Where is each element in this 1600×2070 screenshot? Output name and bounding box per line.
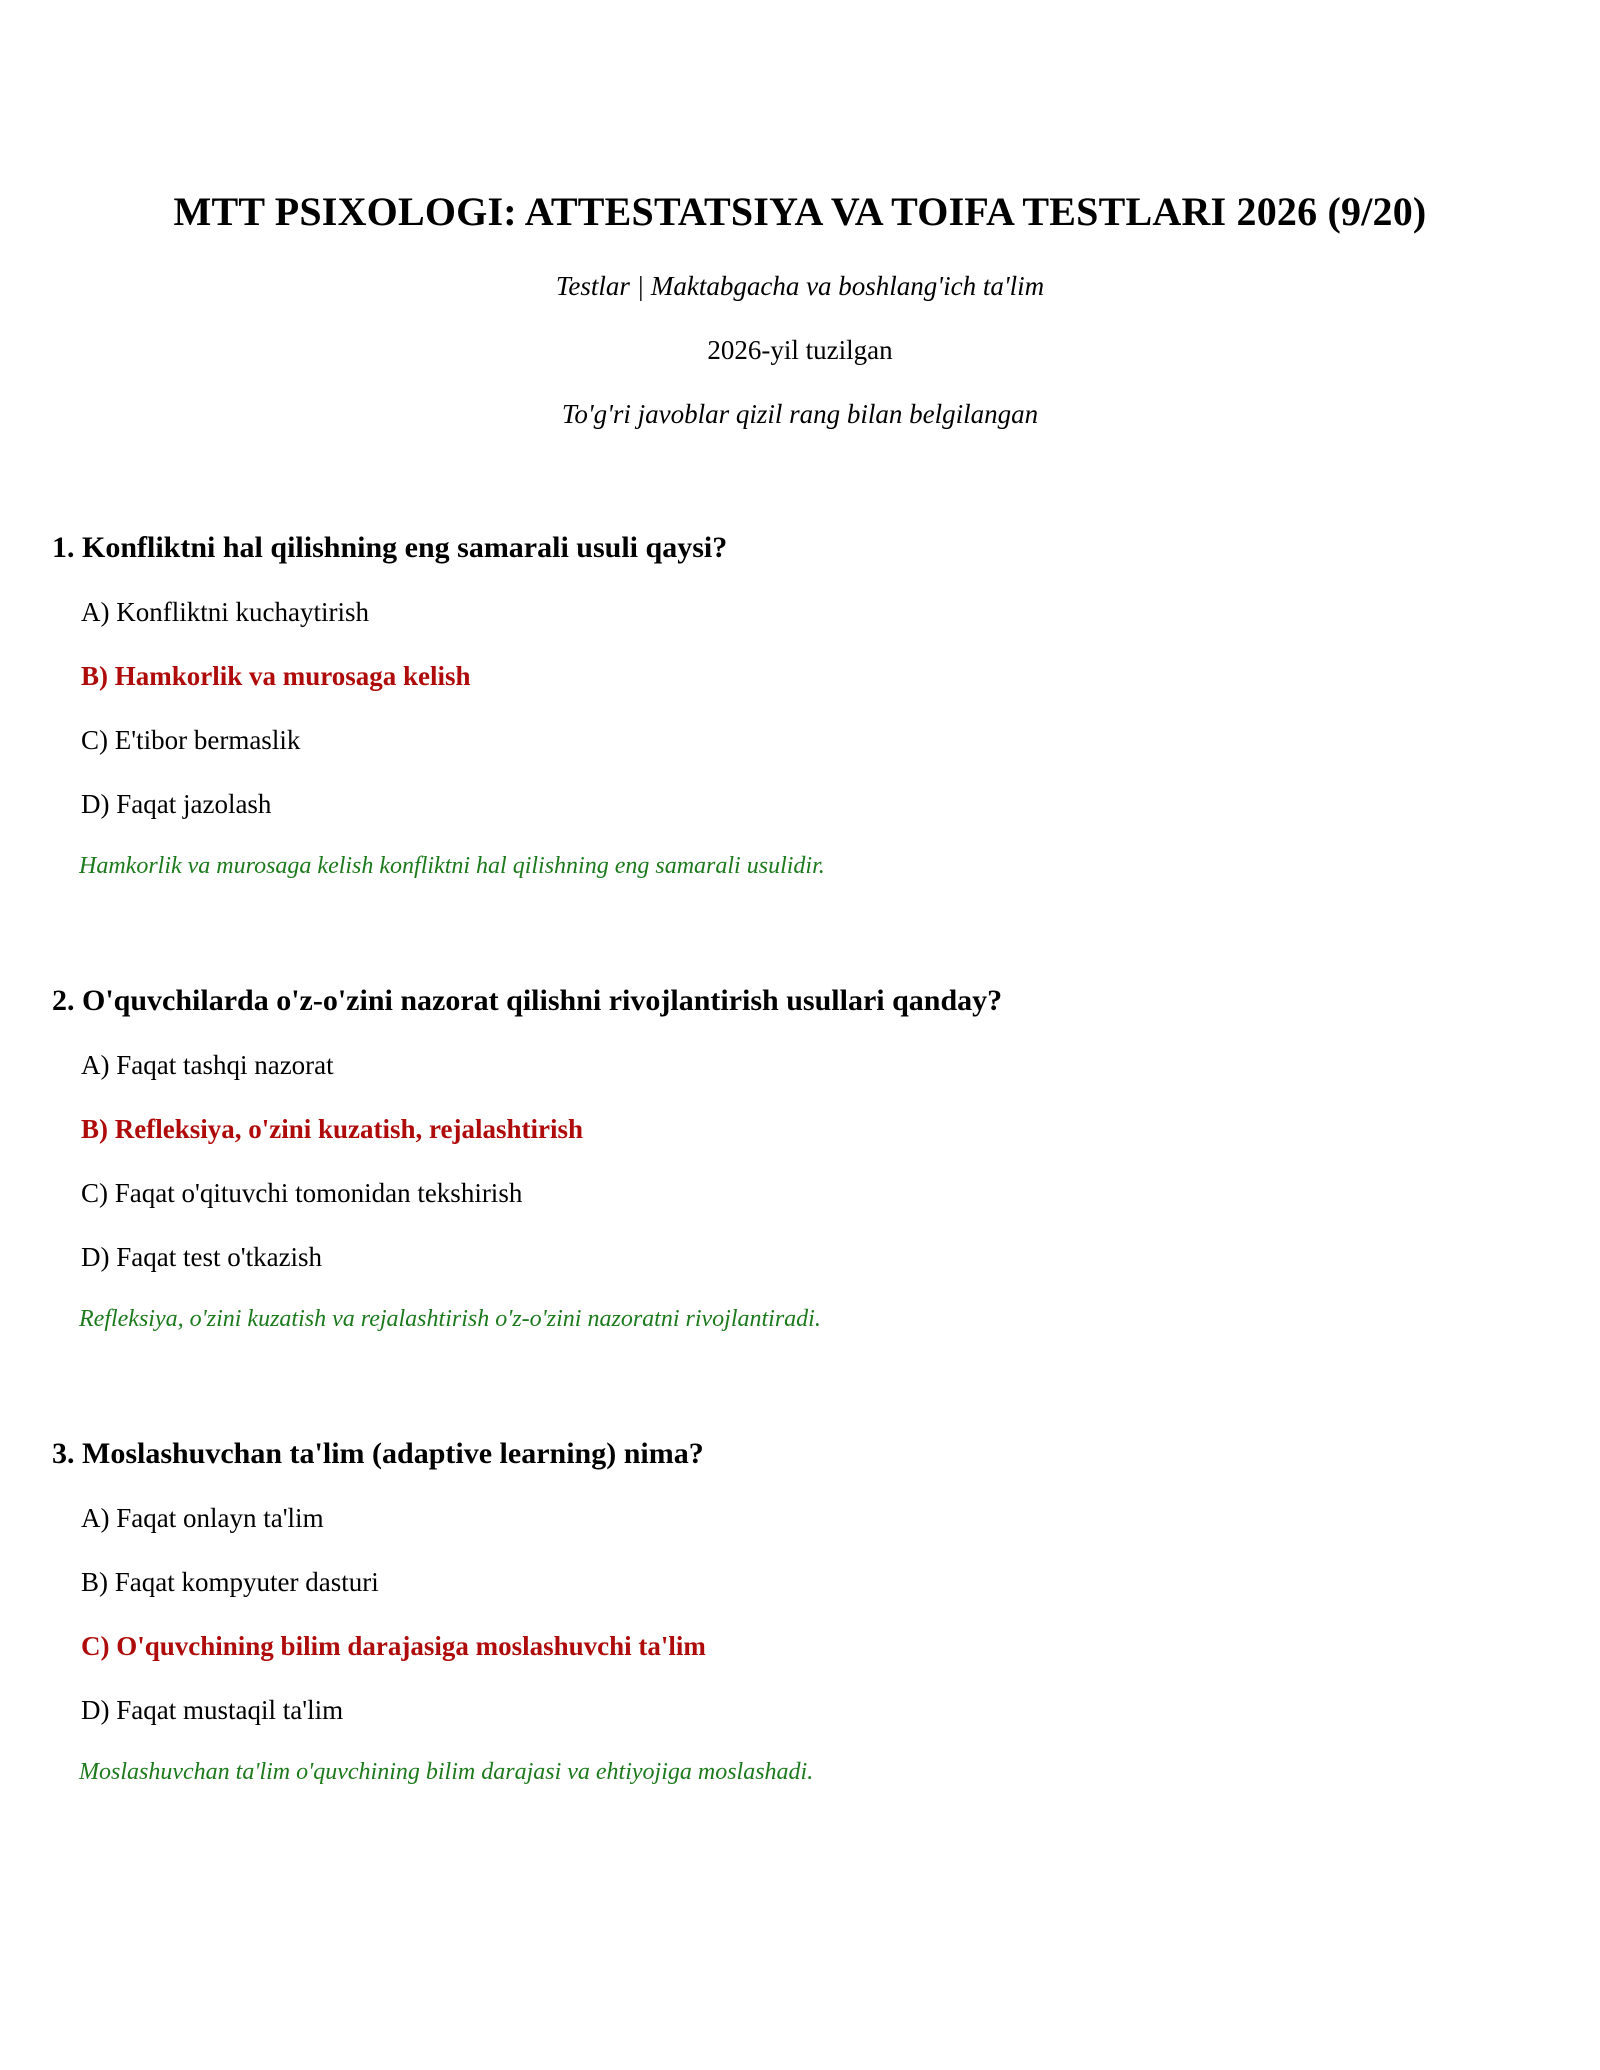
option-list	[52, 596, 1552, 820]
option-c: C) E'tibor bermaslik	[81, 725, 301, 755]
question-block-1	[52, 530, 1552, 881]
option-a: A) Faqat tashqi nazorat	[81, 1050, 334, 1080]
option-list	[52, 1502, 1552, 1726]
answer-explanation: Refleksiya, o'zini kuzatish va rejalashtirish o'z-o'zini nazoratni rivojlantiradi.	[79, 1306, 821, 1332]
question-block-3	[52, 1436, 1552, 1787]
year-note: 2026-yil tuzilgan	[707, 335, 893, 365]
question-title: 3. Moslashuvchan ta'lim (adaptive learning) nima?	[52, 1437, 704, 1470]
page-title: MTT PSIXOLOGI: ATTESTATSIYA VA TOIFA TESTLARI 2026 (9/20)	[173, 189, 1427, 234]
question-title: 2. O'quvchilarda o'z-o'zini nazorat qilishni rivojlantirish usullari qanday?	[52, 984, 1003, 1017]
option-b-correct: B) Hamkorlik va murosaga kelish	[81, 661, 471, 691]
question-block-2	[52, 983, 1552, 1334]
page-subtitle: Testlar | Maktabgacha va boshlang'ich ta'lim	[555, 271, 1045, 301]
option-c: C) Faqat o'qituvchi tomonidan tekshirish	[81, 1178, 523, 1208]
option-c-correct: C) O'quvchining bilim darajasiga moslashuvchi ta'lim	[81, 1631, 706, 1661]
answer-explanation: Moslashuvchan ta'lim o'quvchining bilim darajasi va ehtiyojiga moslashadi.	[79, 1759, 814, 1785]
option-d: D) Faqat test o'tkazish	[81, 1242, 323, 1272]
option-b-correct: B) Refleksiya, o'zini kuzatish, rejalashtirish	[81, 1114, 584, 1144]
option-a: A) Faqat onlayn ta'lim	[81, 1503, 324, 1533]
option-a: A) Konfliktni kuchaytirish	[81, 597, 369, 627]
answer-explanation: Hamkorlik va murosaga kelish konfliktni hal qilishning eng samarali usulidir.	[79, 853, 825, 879]
option-d: D) Faqat jazolash	[81, 789, 272, 819]
option-b: B) Faqat kompyuter dasturi	[81, 1567, 379, 1597]
legend-note: To'g'ri javoblar qizil rang bilan belgilangan	[561, 399, 1039, 429]
option-list	[52, 1049, 1552, 1273]
question-title: 1. Konfliktni hal qilishning eng samarali usuli qaysi?	[52, 531, 728, 564]
option-d: D) Faqat mustaqil ta'lim	[81, 1695, 344, 1725]
